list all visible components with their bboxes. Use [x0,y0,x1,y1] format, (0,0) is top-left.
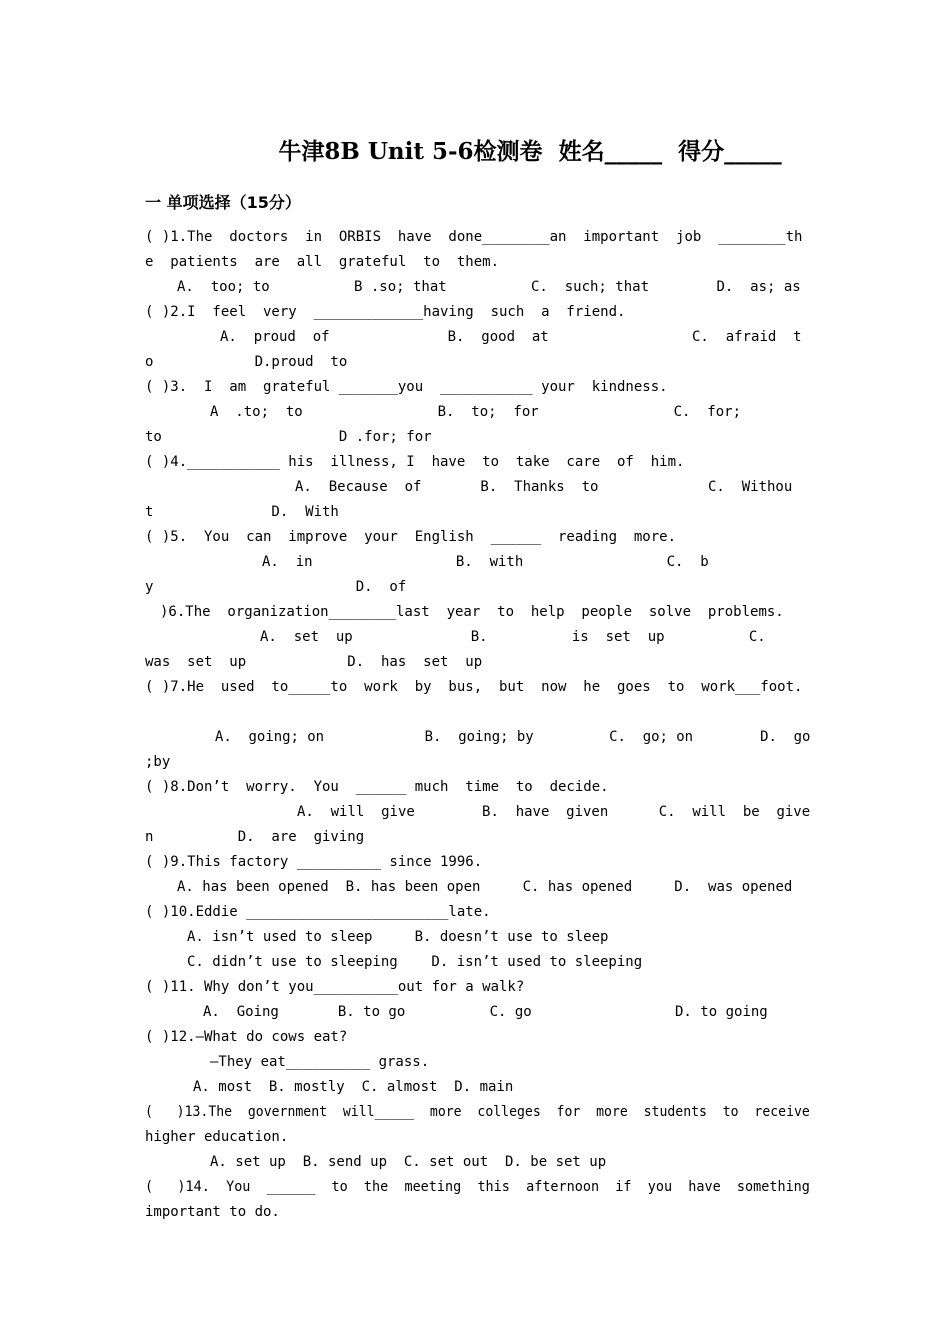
question-line: ( )1.The doctors in ORBIS have done________an important job ________th [145,229,803,245]
question-line: A. has been opened B. has been open C. has opened D. was opened [177,879,793,895]
question-line: A. will give B. have given C. will be give [297,804,811,820]
question-line: A. isn’t used to sleep B. doesn’t use to sleep [187,929,609,945]
question-line: A. Going B. to go C. go D. to going [203,1004,768,1020]
question-line: n D. are giving [145,829,365,845]
question-line: —They eat__________ grass. [210,1054,430,1070]
question-line: e patients are all grateful to them. [145,254,500,270]
question-line: A. too; to B .so; that C. such; that D. as; as [177,279,801,295]
question-line: A. set up B. send up C. set out D. be set up [210,1154,607,1170]
question-line: o D.proud to [145,354,348,370]
question-line: ( )8.Don’t worry. You ______ much time to decide. [145,779,609,795]
question-line: A. most B. mostly C. almost D. main [193,1079,514,1095]
question-line: ( )3. I am grateful _______you ___________ your kindness. [145,379,668,395]
question-line: higher education. [145,1129,289,1145]
page-title: 牛津8B Unit 5-6检测卷 姓名_____ 得分_____ [278,138,782,165]
question-line: ;by [145,754,171,770]
question-line: A. in B. with C. b [262,554,709,570]
section-heading: 一 单项选择（15分） [145,193,301,212]
question-line: ( )11. Why don’t you__________out for a walk? [145,979,525,995]
question-line: C. didn’t use to sleeping D. isn’t used to sleeping [187,954,643,970]
question-line: A. proud of B. good at C. afraid t [220,329,802,345]
question-line: A. going; on B. going; by C. go; on D. go [215,729,811,745]
question-line: ( )5. You can improve your English ______ reading more. [145,529,677,545]
question-line: ( )4.___________ his illness, I have to take care of him. [145,454,685,470]
question-line: A. Because of B. Thanks to C. Withou [295,479,793,495]
question-line: ( )13.The government will_____ more colleges for more students to receive [145,1104,810,1120]
question-line: ( )12.—What do cows eat? [145,1029,348,1045]
question-line: )6.The organization________last year to help people solve problems. [160,604,784,620]
question-line: y D. of [145,579,407,595]
question-line: ( )2.I feel very _____________having such a friend. [145,304,626,320]
question-line: A .to; to B. to; for C. for; [210,404,742,420]
question-line: important to do. [145,1204,280,1220]
question-line: ( )10.Eddie ________________________late. [145,904,491,920]
question-line: ( )7.He used to_____to work by bus, but now he goes to work___foot. [145,679,803,695]
question-line: was set up D. has set up [145,654,483,670]
question-line: A. set up B. is set up C. [260,629,766,645]
question-line: ( )9.This factory __________ since 1996. [145,854,483,870]
question-line: ( )14. You ______ to the meeting this afternoon if you have something [145,1179,810,1195]
question-line: t D. With [145,504,339,520]
question-line: to D .for; for [145,429,432,445]
